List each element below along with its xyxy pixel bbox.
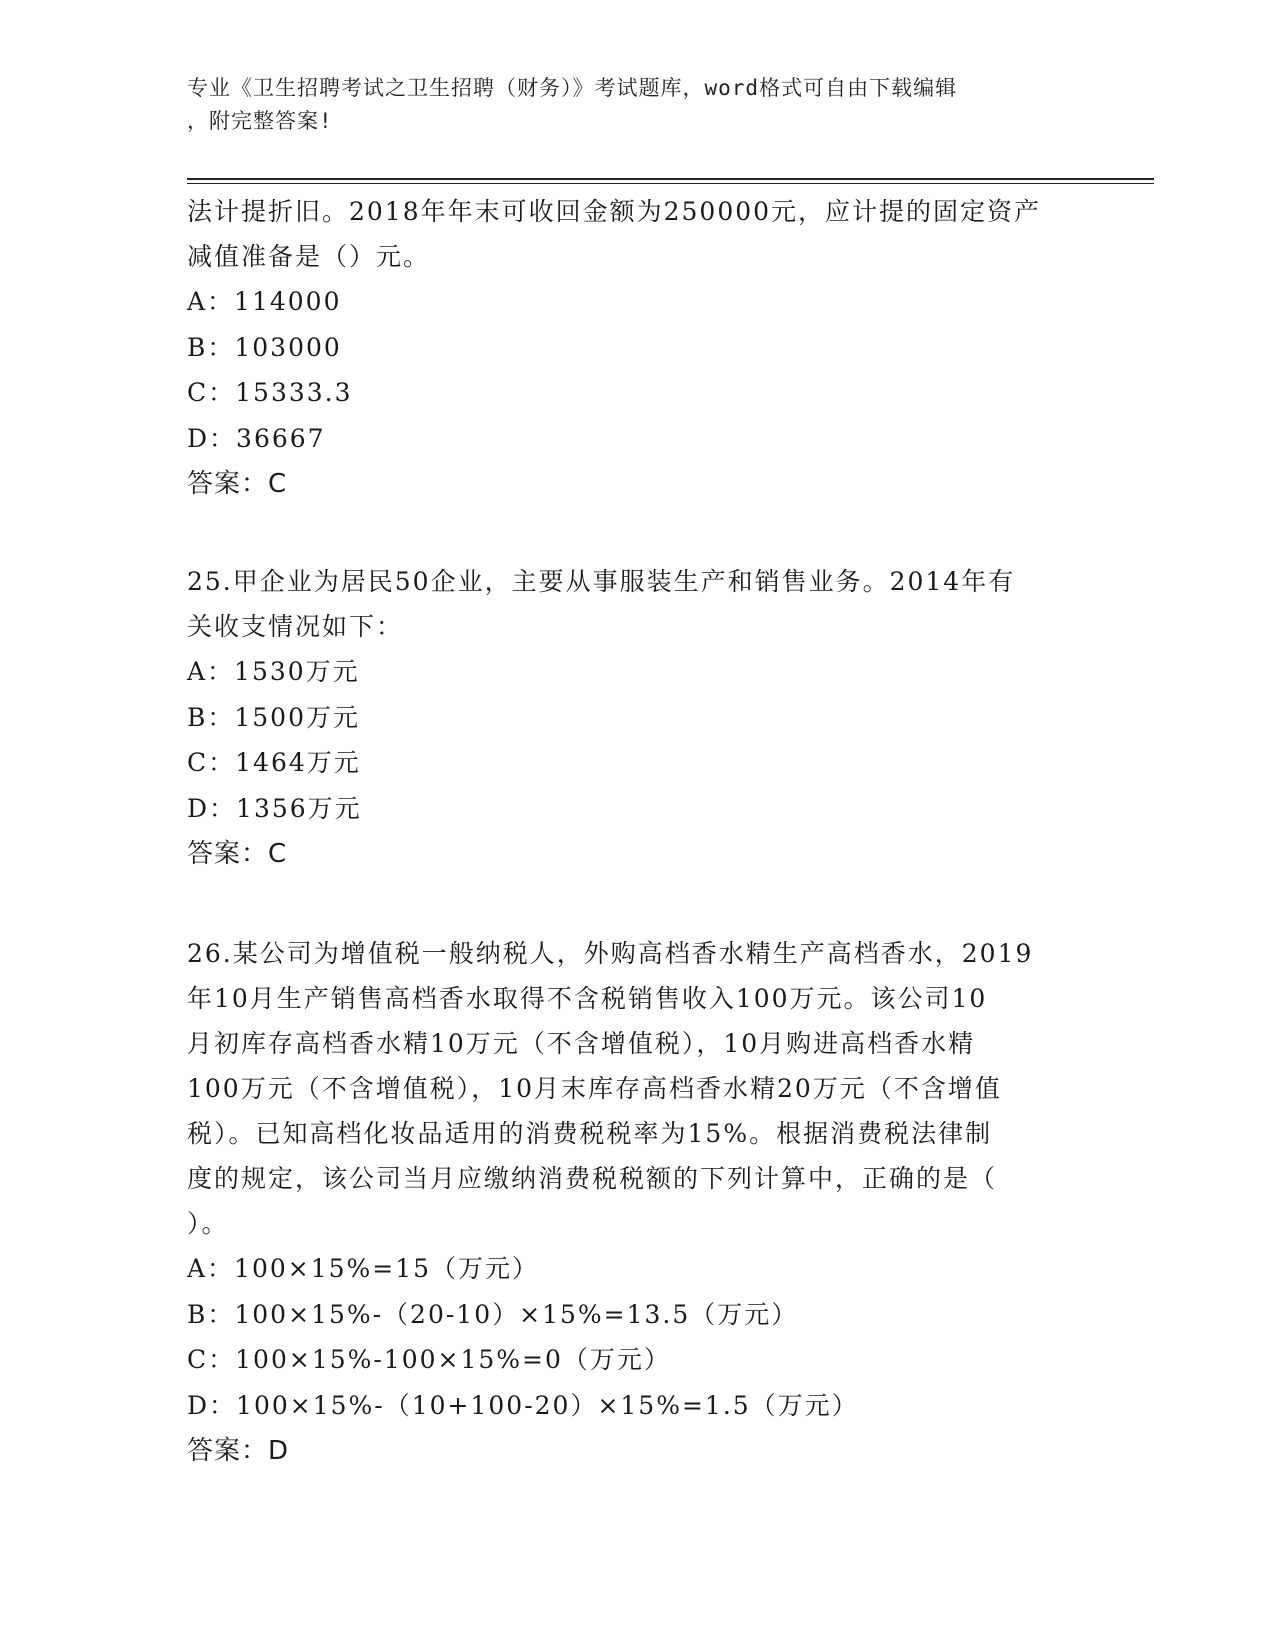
answer: 答案：D: [187, 1436, 290, 1466]
question-text-line: ）。: [187, 1209, 229, 1238]
question-text-line: 法计提折旧。2018年年末可收回金额为250000元，应计提的固定资产: [187, 197, 1042, 226]
option-a: A：114000: [187, 287, 342, 316]
option-d: D：100×15%-（10+100-20）×15%=1.5（万元）: [187, 1390, 859, 1420]
question-text-line: 年10月生产销售高档香水取得不含税销售收入100万元。该公司10: [187, 984, 988, 1013]
question-block: [187, 559, 1087, 877]
option-c: C：1464万元: [187, 748, 361, 777]
option-c: C：15333.3: [187, 378, 353, 407]
answer: 答案：C: [187, 469, 288, 499]
option-b: B：100×15%-（20-10）×15%=13.5（万元）: [187, 1299, 799, 1329]
question-text: [187, 931, 1087, 1246]
question-text-line: 25.甲企业为居民50企业，主要从事服装生产和销售业务。2014年有: [187, 567, 1016, 596]
option-c: C：100×15%-100×15%=0（万元）: [187, 1345, 671, 1374]
option-b: B：1500万元: [187, 702, 360, 732]
question-text-line: 减值准备是（）元。: [187, 242, 431, 271]
header-line-1: 专业《卫生招聘考试之卫生招聘（财务）》考试题库，word格式可自由下载编辑: [187, 76, 958, 100]
question-text-line: 月初库存高档香水精10万元（不含增值税），10月购进高档香水精: [187, 1029, 976, 1058]
page-header: [187, 72, 1067, 138]
option-d: D：1356万元: [187, 793, 362, 823]
option-b: B：103000: [187, 332, 342, 362]
header-divider-thin: [187, 183, 1154, 184]
question-block: [187, 189, 1087, 507]
question-text-line: 度的规定，该公司当月应缴纳消费税税额的下列计算中，正确的是（: [187, 1164, 998, 1193]
question-text-line: 关收支情况如下：: [187, 612, 404, 641]
answer: 答案：C: [187, 839, 288, 869]
header-divider: [187, 178, 1154, 180]
spacer: [187, 877, 1087, 931]
option-a: A：1530万元: [187, 657, 360, 686]
option-d: D：36667: [187, 423, 326, 453]
question-text: [187, 189, 1087, 279]
option-a: A：100×15%=15（万元）: [187, 1254, 540, 1283]
question-text-line: 100万元（不含增值税），10月末库存高档香水精20万元（不含增值: [187, 1074, 1002, 1103]
question-list: [187, 189, 1087, 1474]
question-text-line: 26.某公司为增值税一般纳税人，外购高档香水精生产高档香水，2019: [187, 939, 1034, 968]
spacer: [187, 507, 1087, 559]
question-text-line: 税）。已知高档化妆品适用的消费税税率为15%。根据消费税法律制: [187, 1119, 993, 1148]
question-text: [187, 559, 1087, 649]
header-line-2: ，附完整答案!: [187, 109, 333, 133]
question-block: [187, 931, 1087, 1474]
